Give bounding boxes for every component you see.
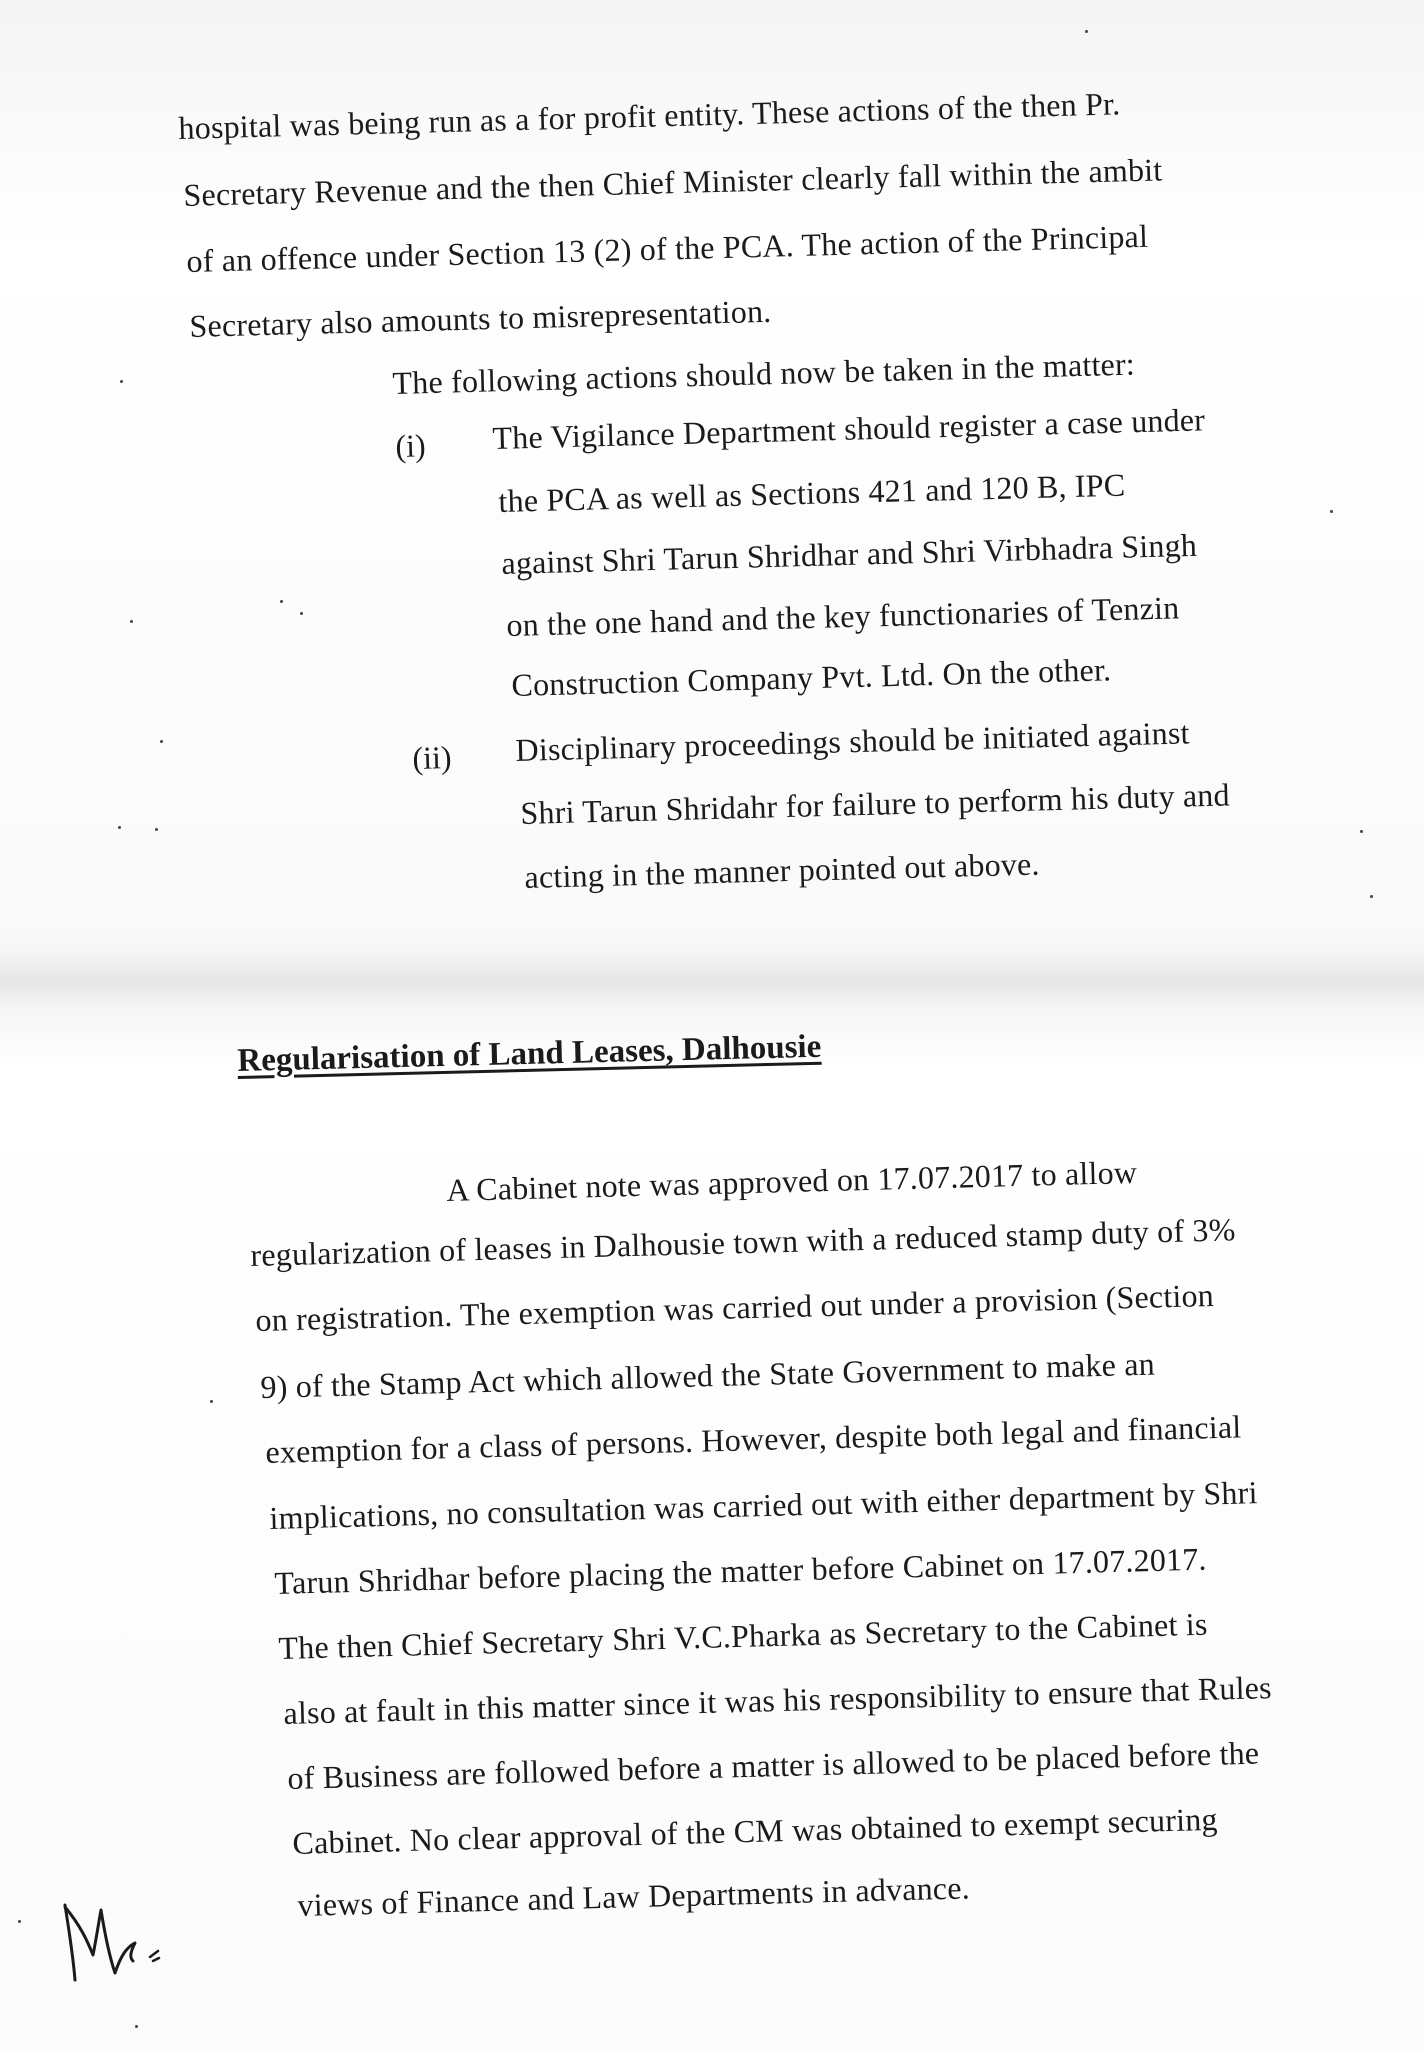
action-line: on the one hand and the key functionaries of Tenzin xyxy=(506,589,1180,643)
body-line: views of Finance and Law Departments in advance. xyxy=(297,1869,971,1923)
scan-speck xyxy=(18,1920,21,1923)
scan-speck xyxy=(1085,30,1088,33)
intro-line: Secretary Revenue and the then Chief Minister clearly fall within the ambit xyxy=(183,151,1163,213)
intro-line: hospital was being run as a for profit entity. These actions of the then Pr. xyxy=(178,85,1121,146)
body-line: also at fault in this matter since it was his responsibility to ensure that Rules xyxy=(283,1669,1273,1731)
actions-intro: The following actions should now be taken in the matter: xyxy=(392,345,1136,401)
body-line: The then Chief Secretary Shri V.C.Pharka as Secretary to the Cabinet is xyxy=(278,1605,1208,1666)
intro-line: of an offence under Section 13 (2) of the PCA. The action of the Principal xyxy=(186,217,1149,279)
action-line: Shri Tarun Shridahr for failure to perform his duty and xyxy=(520,776,1231,831)
scan-speck xyxy=(130,620,133,623)
body-line: Tarun Shridhar before placing the matter before Cabinet on 17.07.2017. xyxy=(274,1540,1208,1601)
body-line: of Business are followed before a matter is allowed to be placed before the xyxy=(287,1734,1260,1796)
action-marker: (i) xyxy=(395,427,427,464)
scan-speck xyxy=(135,2025,138,2028)
body-line: implications, no consultation was carried out with either department by Shri xyxy=(269,1474,1258,1536)
section-heading: Regularisation of Land Leases, Dalhousie xyxy=(237,1028,822,1079)
intro-line: Secretary also amounts to misrepresentation. xyxy=(189,292,772,344)
scan-speck xyxy=(210,1400,213,1403)
paper-fold-shadow xyxy=(0,950,1424,1010)
body-line: on registration. The exemption was carried out under a provision (Section xyxy=(255,1276,1215,1338)
action-line: Construction Company Pvt. Ltd. On the other. xyxy=(511,651,1112,703)
scan-speck xyxy=(120,380,123,383)
body-line: 9) of the Stamp Act which allowed the State Government to make an xyxy=(260,1345,1156,1405)
handwritten-initials-icon xyxy=(55,1885,165,1985)
scan-speck xyxy=(280,600,283,603)
scan-speck xyxy=(118,826,121,829)
action-line: the PCA as well as Sections 421 and 120 B, IPC xyxy=(498,466,1126,519)
scan-speck xyxy=(300,612,303,615)
action-line: acting in the manner pointed out above. xyxy=(524,845,1041,895)
action-marker: (ii) xyxy=(412,738,453,776)
scan-speck xyxy=(1370,895,1373,898)
action-line: Disciplinary proceedings should be initiated against xyxy=(515,714,1191,768)
scan-speck xyxy=(1360,830,1363,833)
action-line: The Vigilance Department should register a case under xyxy=(492,401,1206,456)
action-line: against Shri Tarun Shridhar and Shri Virbhadra Singh xyxy=(501,526,1198,581)
body-line: regularization of leases in Dalhousie town with a reduced stamp duty of 3% xyxy=(250,1211,1236,1273)
body-line: exemption for a class of persons. However, despite both legal and financial xyxy=(265,1408,1242,1470)
scan-speck xyxy=(155,828,158,831)
body-line: A Cabinet note was approved on 17.07.2017 to allow xyxy=(446,1153,1138,1208)
body-line: Cabinet. No clear approval of the CM was obtained to exempt securing xyxy=(292,1800,1219,1861)
scan-speck xyxy=(160,740,163,743)
scan-speck xyxy=(1330,510,1333,513)
